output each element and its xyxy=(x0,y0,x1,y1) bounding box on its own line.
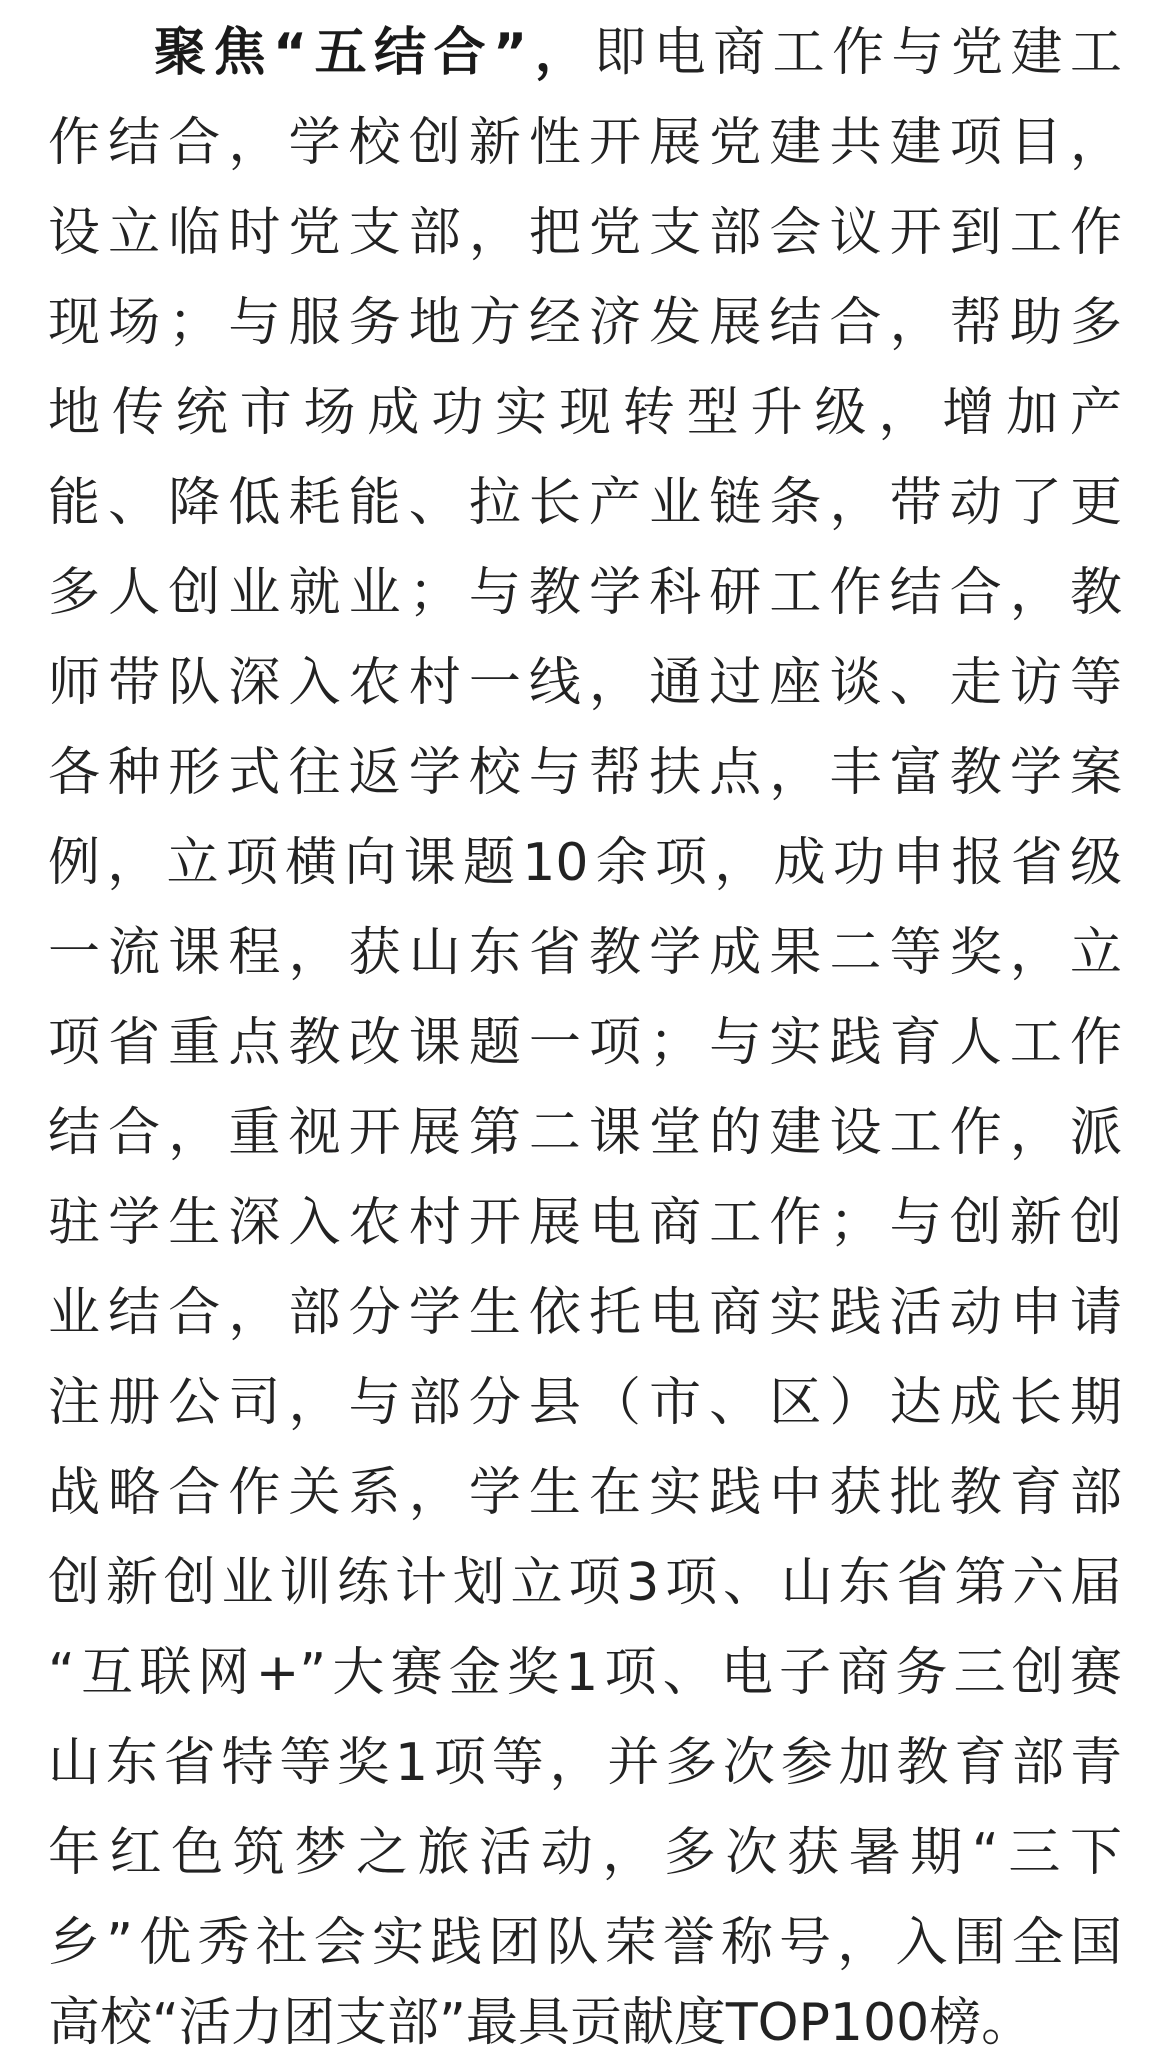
paragraph-line: 战略合作关系，学生在实践中获批教育部 xyxy=(48,1463,1122,1523)
paragraph-line: 多人创业就业；与教学科研工作结合，教 xyxy=(48,563,1122,623)
paragraph-line: 乡”优秀社会实践团队荣誉称号，入围全国 xyxy=(48,1913,1122,1973)
paragraph-line: 各种形式往返学校与帮扶点，丰富教学案 xyxy=(48,743,1122,803)
paragraph-line: “互联网+”大赛金奖1项、电子商务三创赛 xyxy=(48,1643,1122,1703)
paragraph-line: 年红色筑梦之旅活动，多次获暑期“三下 xyxy=(48,1823,1122,1883)
paragraph-line: 项省重点教改课题一项；与实践育人工作 xyxy=(48,1013,1122,1073)
paragraph-line: 创新创业训练计划立项3项、山东省第六届 xyxy=(48,1553,1122,1613)
paragraph-line: 驻学生深入农村开展电商工作；与创新创 xyxy=(48,1193,1122,1253)
paragraph-line: 高校“活力团支部”最具贡献度TOP100榜。 xyxy=(48,1993,1034,2053)
paragraph-line: 能、降低耗能、拉长产业链条，带动了更 xyxy=(48,473,1122,533)
paragraph-line: 业结合，部分学生依托电商实践活动申请 xyxy=(48,1283,1122,1343)
paragraph-line: 例，立项横向课题10余项，成功申报省级 xyxy=(48,833,1122,893)
paragraph-line: 地传统市场成功实现转型升级，增加产 xyxy=(48,383,1122,443)
paragraph-line: 一流课程，获山东省教学成果二等奖，立 xyxy=(48,923,1122,983)
paragraph-line: 结合，重视开展第二课堂的建设工作，派 xyxy=(48,1103,1122,1163)
paragraph-lead: 聚焦“五结合”， xyxy=(154,23,595,83)
paragraph-line: 现场；与服务地方经济发展结合，帮助多 xyxy=(48,293,1122,353)
paragraph-line-text: 即电商工作与党建工 xyxy=(594,23,1122,83)
paragraph-line: 山东省特等奖1项等，并多次参加教育部青 xyxy=(48,1733,1122,1793)
paragraph-line: 设立临时党支部，把党支部会议开到工作 xyxy=(48,203,1122,263)
paragraph-line: 注册公司，与部分县（市、区）达成长期 xyxy=(48,1373,1122,1433)
paragraph-line xyxy=(154,8,1122,98)
paragraph-line: 师带队深入农村一线，通过座谈、走访等 xyxy=(48,653,1122,713)
paragraph-line: 作结合，学校创新性开展党建共建项目， xyxy=(48,113,1122,173)
